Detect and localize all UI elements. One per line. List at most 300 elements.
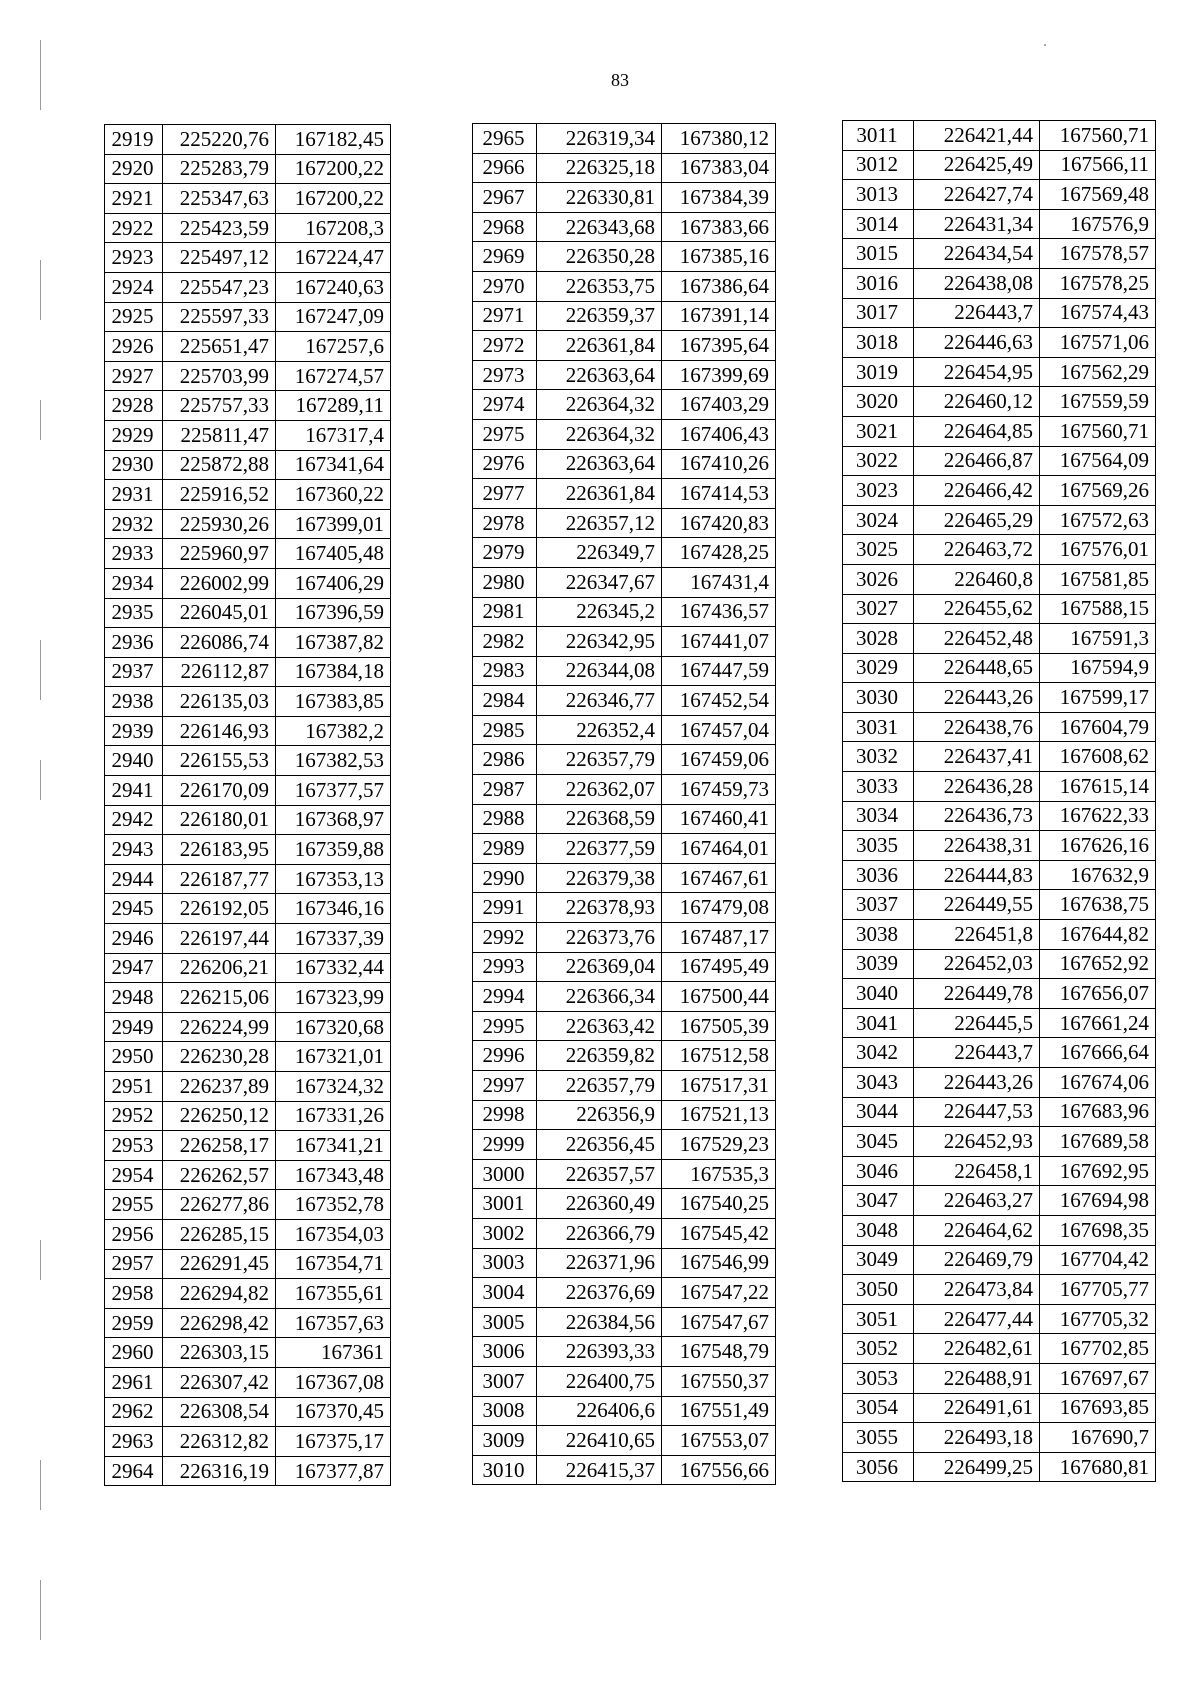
table-row: [473, 212, 776, 242]
table-row: [843, 653, 1156, 683]
table-row: [843, 1008, 1156, 1038]
x-coordinate-cell: 226438,76: [914, 712, 1040, 742]
point-number-cell: 2945: [105, 894, 163, 924]
x-coordinate-cell: 225423,59: [163, 213, 276, 243]
point-number-cell: 2923: [105, 243, 163, 273]
x-coordinate-cell: 226434,54: [914, 239, 1040, 269]
table-row: [105, 776, 391, 806]
x-coordinate-cell: 226361,84: [537, 479, 662, 509]
y-coordinate-cell: 167581,85: [1040, 564, 1156, 594]
y-coordinate-cell: 167564,09: [1040, 446, 1156, 476]
y-coordinate-cell: 167208,3: [276, 213, 391, 243]
x-coordinate-cell: 226446,63: [914, 328, 1040, 358]
x-coordinate-cell: 226350,28: [537, 242, 662, 272]
y-coordinate-cell: 167370,45: [276, 1397, 391, 1427]
x-coordinate-cell: 226454,95: [914, 357, 1040, 387]
x-coordinate-cell: 226343,68: [537, 212, 662, 242]
x-coordinate-cell: 226353,75: [537, 271, 662, 301]
point-number-cell: 2932: [105, 509, 163, 539]
table-row: [473, 419, 776, 449]
y-coordinate-cell: 167354,71: [276, 1249, 391, 1279]
point-number-cell: 2935: [105, 598, 163, 628]
x-coordinate-cell: 226215,06: [163, 983, 276, 1013]
point-number-cell: 2994: [473, 982, 537, 1012]
y-coordinate-cell: 167452,54: [662, 686, 776, 716]
y-coordinate-cell: 167384,39: [662, 183, 776, 213]
y-coordinate-cell: 167569,26: [1040, 476, 1156, 506]
table-row: [843, 890, 1156, 920]
table-row: [473, 153, 776, 183]
point-number-cell: 2970: [473, 271, 537, 301]
point-number-cell: 3038: [843, 920, 914, 950]
table-row: [473, 1307, 776, 1337]
x-coordinate-cell: 226183,95: [163, 835, 276, 865]
point-number-cell: 2958: [105, 1279, 163, 1309]
x-coordinate-cell: 226368,59: [537, 804, 662, 834]
y-coordinate-cell: 167317,4: [276, 420, 391, 450]
x-coordinate-cell: 225872,88: [163, 450, 276, 480]
table-row: [105, 1456, 391, 1486]
x-coordinate-cell: 226477,44: [914, 1304, 1040, 1334]
table-row: [473, 1455, 776, 1485]
point-number-cell: 2934: [105, 568, 163, 598]
table-row: [473, 1041, 776, 1071]
point-number-cell: 3013: [843, 180, 914, 210]
point-number-cell: 2920: [105, 154, 163, 184]
table-row: [843, 416, 1156, 446]
y-coordinate-cell: 167571,06: [1040, 328, 1156, 358]
x-coordinate-cell: 225703,99: [163, 361, 276, 391]
y-coordinate-cell: 167403,29: [662, 390, 776, 420]
y-coordinate-cell: 167332,44: [276, 953, 391, 983]
point-number-cell: 2952: [105, 1101, 163, 1131]
scan-binding-mark: [40, 1460, 41, 1510]
table-row: [843, 1245, 1156, 1275]
y-coordinate-cell: 167406,29: [276, 568, 391, 598]
point-number-cell: 2987: [473, 775, 537, 805]
y-coordinate-cell: 167375,17: [276, 1427, 391, 1457]
table-row: [843, 476, 1156, 506]
table-row: [105, 864, 391, 894]
y-coordinate-cell: 167644,82: [1040, 920, 1156, 950]
y-coordinate-cell: 167359,88: [276, 835, 391, 865]
x-coordinate-cell: 226473,84: [914, 1275, 1040, 1305]
point-number-cell: 3047: [843, 1186, 914, 1216]
table-row: [843, 1215, 1156, 1245]
x-coordinate-cell: 226364,32: [537, 419, 662, 449]
y-coordinate-cell: 167705,77: [1040, 1275, 1156, 1305]
table-row: [473, 1159, 776, 1189]
x-coordinate-cell: 226363,64: [537, 449, 662, 479]
table-row: [105, 1160, 391, 1190]
x-coordinate-cell: 226431,34: [914, 209, 1040, 239]
table-row: [473, 479, 776, 509]
table-row: [473, 952, 776, 982]
y-coordinate-cell: 167368,97: [276, 805, 391, 835]
x-coordinate-cell: 226357,57: [537, 1159, 662, 1189]
page-number: 83: [611, 70, 629, 90]
y-coordinate-cell: 167562,29: [1040, 357, 1156, 387]
table-row: [105, 1072, 391, 1102]
y-coordinate-cell: 167652,92: [1040, 949, 1156, 979]
table-row: [105, 509, 391, 539]
point-number-cell: 2950: [105, 1042, 163, 1072]
table-row: [105, 1427, 391, 1457]
table-row: [843, 860, 1156, 890]
x-coordinate-cell: 226357,12: [537, 508, 662, 538]
table-row: [843, 239, 1156, 269]
y-coordinate-cell: 167588,15: [1040, 594, 1156, 624]
x-coordinate-cell: 226369,04: [537, 952, 662, 982]
y-coordinate-cell: 167604,79: [1040, 712, 1156, 742]
point-number-cell: 2965: [473, 124, 537, 154]
table-row: [473, 124, 776, 154]
x-coordinate-cell: 226460,12: [914, 387, 1040, 417]
y-coordinate-cell: 167661,24: [1040, 1008, 1156, 1038]
y-coordinate-cell: 167441,07: [662, 627, 776, 657]
y-coordinate-cell: 167569,48: [1040, 180, 1156, 210]
point-number-cell: 3025: [843, 535, 914, 565]
x-coordinate-cell: 226206,21: [163, 953, 276, 983]
x-coordinate-cell: 226493,18: [914, 1423, 1040, 1453]
y-coordinate-cell: 167377,57: [276, 776, 391, 806]
point-number-cell: 3037: [843, 890, 914, 920]
x-coordinate-cell: 226460,8: [914, 564, 1040, 594]
y-coordinate-cell: 167447,59: [662, 656, 776, 686]
x-coordinate-cell: 226491,61: [914, 1393, 1040, 1423]
point-number-cell: 2941: [105, 776, 163, 806]
y-coordinate-cell: 167377,87: [276, 1456, 391, 1486]
table-row: [105, 1190, 391, 1220]
x-coordinate-cell: 226347,67: [537, 567, 662, 597]
x-coordinate-cell: 226285,15: [163, 1219, 276, 1249]
y-coordinate-cell: 167479,08: [662, 893, 776, 923]
point-number-cell: 3049: [843, 1245, 914, 1275]
x-coordinate-cell: 226307,42: [163, 1367, 276, 1397]
scan-binding-mark: [40, 640, 41, 700]
table-row: [105, 125, 391, 155]
table-row: [473, 242, 776, 272]
point-number-cell: 2962: [105, 1397, 163, 1427]
table-row: [843, 1127, 1156, 1157]
x-coordinate-cell: 226330,81: [537, 183, 662, 213]
coordinates-table-1: [104, 124, 391, 1486]
y-coordinate-cell: 167357,63: [276, 1308, 391, 1338]
point-number-cell: 2977: [473, 479, 537, 509]
table-row: [473, 538, 776, 568]
x-coordinate-cell: 226437,41: [914, 742, 1040, 772]
point-number-cell: 2947: [105, 953, 163, 983]
table-row: [105, 1397, 391, 1427]
table-row: [105, 805, 391, 835]
table-row: [105, 361, 391, 391]
y-coordinate-cell: 167553,07: [662, 1426, 776, 1456]
table-row: [105, 213, 391, 243]
table-row: [473, 1396, 776, 1426]
point-number-cell: 2968: [473, 212, 537, 242]
y-coordinate-cell: 167560,71: [1040, 121, 1156, 151]
table-row: [843, 801, 1156, 831]
point-number-cell: 3019: [843, 357, 914, 387]
point-number-cell: 2973: [473, 360, 537, 390]
x-coordinate-cell: 225757,33: [163, 391, 276, 421]
x-coordinate-cell: 226436,73: [914, 801, 1040, 831]
x-coordinate-cell: 226192,05: [163, 894, 276, 924]
x-coordinate-cell: 226488,91: [914, 1363, 1040, 1393]
point-number-cell: 3044: [843, 1097, 914, 1127]
table-row: [843, 1423, 1156, 1453]
x-coordinate-cell: 226361,84: [537, 331, 662, 361]
y-coordinate-cell: 167355,61: [276, 1279, 391, 1309]
table-row: [105, 332, 391, 362]
point-number-cell: 2964: [105, 1456, 163, 1486]
y-coordinate-cell: 167343,48: [276, 1160, 391, 1190]
point-number-cell: 2926: [105, 332, 163, 362]
point-number-cell: 3000: [473, 1159, 537, 1189]
table-row: [105, 1042, 391, 1072]
x-coordinate-cell: 226277,86: [163, 1190, 276, 1220]
y-coordinate-cell: 167200,22: [276, 154, 391, 184]
table-row: [105, 184, 391, 214]
y-coordinate-cell: 167638,75: [1040, 890, 1156, 920]
point-number-cell: 2989: [473, 834, 537, 864]
y-coordinate-cell: 167545,42: [662, 1218, 776, 1248]
y-coordinate-cell: 167683,96: [1040, 1097, 1156, 1127]
table-row: [843, 209, 1156, 239]
x-coordinate-cell: 226356,45: [537, 1130, 662, 1160]
y-coordinate-cell: 167551,49: [662, 1396, 776, 1426]
table-row: [473, 1011, 776, 1041]
point-number-cell: 3054: [843, 1393, 914, 1423]
point-number-cell: 2956: [105, 1219, 163, 1249]
point-number-cell: 3056: [843, 1452, 914, 1482]
table-row: [105, 953, 391, 983]
table-row: [843, 1363, 1156, 1393]
table-row: [473, 360, 776, 390]
y-coordinate-cell: 167247,09: [276, 302, 391, 332]
y-coordinate-cell: 167383,04: [662, 153, 776, 183]
table-row: [473, 508, 776, 538]
coordinates-table-3: [842, 120, 1156, 1482]
table-row: [105, 450, 391, 480]
point-number-cell: 3010: [473, 1455, 537, 1485]
point-number-cell: 2946: [105, 924, 163, 954]
point-number-cell: 3014: [843, 209, 914, 239]
point-number-cell: 3012: [843, 150, 914, 180]
point-number-cell: 3043: [843, 1068, 914, 1098]
point-number-cell: 2933: [105, 539, 163, 569]
scan-binding-mark: [40, 760, 41, 800]
table-row: [105, 835, 391, 865]
point-number-cell: 3053: [843, 1363, 914, 1393]
table-row: [473, 804, 776, 834]
point-number-cell: 2978: [473, 508, 537, 538]
x-coordinate-cell: 226363,42: [537, 1011, 662, 1041]
point-number-cell: 3005: [473, 1307, 537, 1337]
x-coordinate-cell: 225960,97: [163, 539, 276, 569]
y-coordinate-cell: 167289,11: [276, 391, 391, 421]
y-coordinate-cell: 167521,13: [662, 1100, 776, 1130]
x-coordinate-cell: 225930,26: [163, 509, 276, 539]
table-row: [473, 271, 776, 301]
table-row: [105, 1101, 391, 1131]
y-coordinate-cell: 167572,63: [1040, 505, 1156, 535]
point-number-cell: 3048: [843, 1215, 914, 1245]
y-coordinate-cell: 167546,99: [662, 1248, 776, 1278]
x-coordinate-cell: 226230,28: [163, 1042, 276, 1072]
y-coordinate-cell: 167550,37: [662, 1366, 776, 1396]
y-coordinate-cell: 167346,16: [276, 894, 391, 924]
x-coordinate-cell: 226002,99: [163, 568, 276, 598]
point-number-cell: 3020: [843, 387, 914, 417]
point-number-cell: 2980: [473, 567, 537, 597]
table-row: [843, 624, 1156, 654]
x-coordinate-cell: 225811,47: [163, 420, 276, 450]
point-number-cell: 2986: [473, 745, 537, 775]
point-number-cell: 2996: [473, 1041, 537, 1071]
x-coordinate-cell: 226237,89: [163, 1072, 276, 1102]
table-row: [105, 1367, 391, 1397]
table-row: [473, 183, 776, 213]
point-number-cell: 3051: [843, 1304, 914, 1334]
y-coordinate-cell: 167380,12: [662, 124, 776, 154]
point-number-cell: 3031: [843, 712, 914, 742]
x-coordinate-cell: 226378,93: [537, 893, 662, 923]
point-number-cell: 2992: [473, 923, 537, 953]
x-coordinate-cell: 226112,87: [163, 657, 276, 687]
point-number-cell: 3002: [473, 1218, 537, 1248]
y-coordinate-cell: 167410,26: [662, 449, 776, 479]
y-coordinate-cell: 167352,78: [276, 1190, 391, 1220]
point-number-cell: 2990: [473, 863, 537, 893]
y-coordinate-cell: 167459,06: [662, 745, 776, 775]
point-number-cell: 2999: [473, 1130, 537, 1160]
x-coordinate-cell: 226180,01: [163, 805, 276, 835]
point-number-cell: 2921: [105, 184, 163, 214]
x-coordinate-cell: 225651,47: [163, 332, 276, 362]
x-coordinate-cell: 226197,44: [163, 924, 276, 954]
table-row: [843, 357, 1156, 387]
y-coordinate-cell: 167495,49: [662, 952, 776, 982]
point-number-cell: 3050: [843, 1275, 914, 1305]
y-coordinate-cell: 167692,95: [1040, 1156, 1156, 1186]
x-coordinate-cell: 226427,74: [914, 180, 1040, 210]
point-number-cell: 2943: [105, 835, 163, 865]
table-row: [473, 775, 776, 805]
table-row: [105, 657, 391, 687]
y-coordinate-cell: 167459,73: [662, 775, 776, 805]
point-number-cell: 2960: [105, 1338, 163, 1368]
y-coordinate-cell: 167615,14: [1040, 772, 1156, 802]
y-coordinate-cell: 167556,66: [662, 1455, 776, 1485]
y-coordinate-cell: 167382,2: [276, 716, 391, 746]
point-number-cell: 2924: [105, 272, 163, 302]
x-coordinate-cell: 226482,61: [914, 1334, 1040, 1364]
table-row: [843, 1186, 1156, 1216]
scan-binding-mark: [40, 260, 41, 320]
x-coordinate-cell: 226187,77: [163, 864, 276, 894]
point-number-cell: 3036: [843, 860, 914, 890]
point-number-cell: 2940: [105, 746, 163, 776]
table-row: [843, 1097, 1156, 1127]
y-coordinate-cell: 167626,16: [1040, 831, 1156, 861]
point-number-cell: 2982: [473, 627, 537, 657]
x-coordinate-cell: 226344,08: [537, 656, 662, 686]
table-row: [105, 1338, 391, 1368]
point-number-cell: 2961: [105, 1367, 163, 1397]
table-row: [843, 920, 1156, 950]
x-coordinate-cell: 226371,96: [537, 1248, 662, 1278]
table-row: [473, 1130, 776, 1160]
x-coordinate-cell: 226448,65: [914, 653, 1040, 683]
table-row: [105, 1249, 391, 1279]
x-coordinate-cell: 226352,4: [537, 715, 662, 745]
table-row: [105, 568, 391, 598]
table-row: [473, 627, 776, 657]
x-coordinate-cell: 226436,28: [914, 772, 1040, 802]
table-row: [843, 505, 1156, 535]
table-row: [105, 272, 391, 302]
point-number-cell: 2998: [473, 1100, 537, 1130]
table-row: [843, 742, 1156, 772]
point-number-cell: 3018: [843, 328, 914, 358]
table-row: [473, 745, 776, 775]
x-coordinate-cell: 226458,1: [914, 1156, 1040, 1186]
table-row: [105, 391, 391, 421]
x-coordinate-cell: 226400,75: [537, 1366, 662, 1396]
y-coordinate-cell: 167391,14: [662, 301, 776, 331]
point-number-cell: 2966: [473, 153, 537, 183]
point-number-cell: 2930: [105, 450, 163, 480]
point-number-cell: 3017: [843, 298, 914, 328]
point-number-cell: 3041: [843, 1008, 914, 1038]
x-coordinate-cell: 226499,25: [914, 1452, 1040, 1482]
table-row: [843, 535, 1156, 565]
point-number-cell: 2951: [105, 1072, 163, 1102]
table-row: [843, 1334, 1156, 1364]
table-row: [105, 746, 391, 776]
table-row: [843, 1156, 1156, 1186]
x-coordinate-cell: 226463,72: [914, 535, 1040, 565]
y-coordinate-cell: 167323,99: [276, 983, 391, 1013]
x-coordinate-cell: 225347,63: [163, 184, 276, 214]
table-row: [473, 1248, 776, 1278]
table-row: [105, 687, 391, 717]
x-coordinate-cell: 225916,52: [163, 480, 276, 510]
point-number-cell: 2955: [105, 1190, 163, 1220]
y-coordinate-cell: 167320,68: [276, 1012, 391, 1042]
point-number-cell: 2953: [105, 1131, 163, 1161]
x-coordinate-cell: 225497,12: [163, 243, 276, 273]
y-coordinate-cell: 167257,6: [276, 332, 391, 362]
y-coordinate-cell: 167460,41: [662, 804, 776, 834]
y-coordinate-cell: 167436,57: [662, 597, 776, 627]
scan-binding-mark: [40, 1580, 41, 1640]
y-coordinate-cell: 167578,57: [1040, 239, 1156, 269]
table-row: [843, 1452, 1156, 1482]
point-number-cell: 3040: [843, 979, 914, 1009]
point-number-cell: 3052: [843, 1334, 914, 1364]
y-coordinate-cell: 167457,04: [662, 715, 776, 745]
y-coordinate-cell: 167182,45: [276, 125, 391, 155]
table-row: [843, 446, 1156, 476]
y-coordinate-cell: 167382,53: [276, 746, 391, 776]
scan-binding-mark: [40, 400, 41, 440]
point-number-cell: 2925: [105, 302, 163, 332]
y-coordinate-cell: 167566,11: [1040, 150, 1156, 180]
table-row: [843, 1393, 1156, 1423]
x-coordinate-cell: 226443,7: [914, 298, 1040, 328]
